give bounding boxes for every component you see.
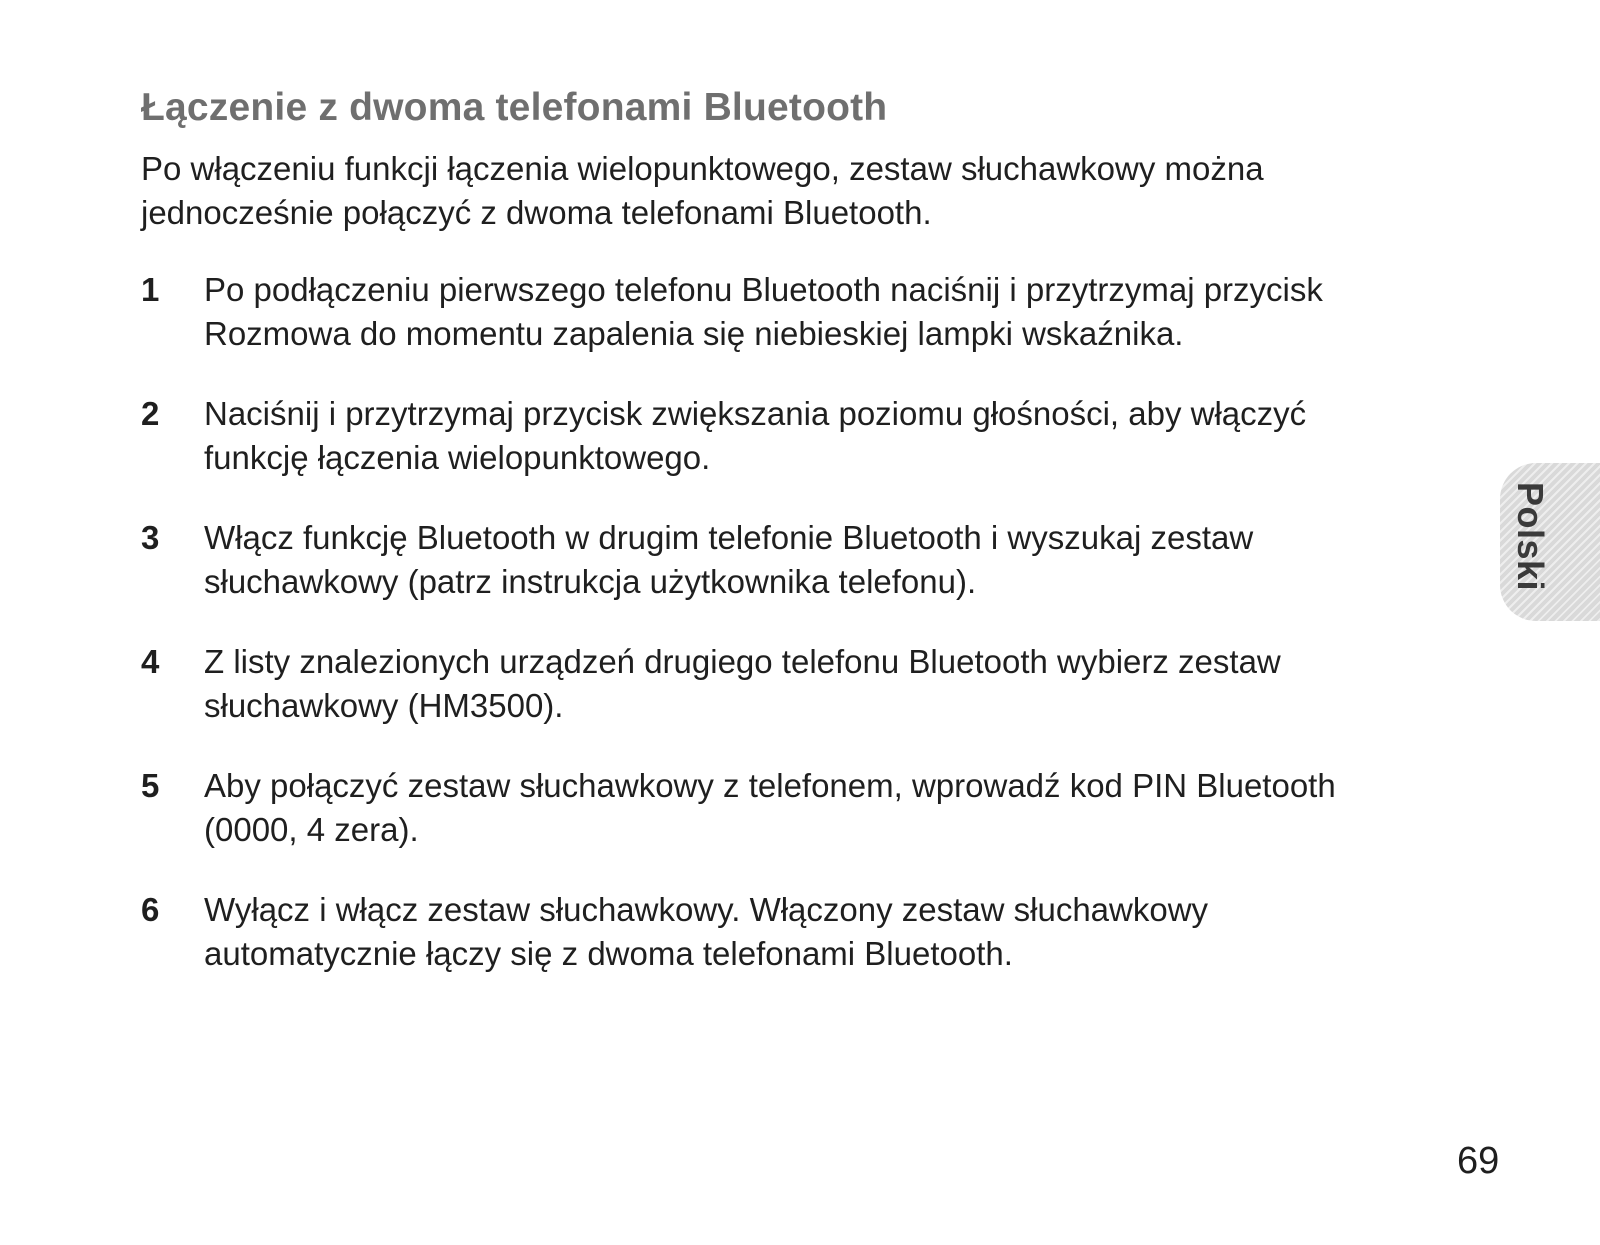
step-line-1: Wyłącz i włącz zestaw słuchawkowy. Włączony zestaw słuchawkowy [204,891,1209,928]
step-number: 6 [141,891,160,928]
step-number: 4 [141,643,160,680]
step-line-1: Naciśnij i przytrzymaj przycisk zwiększania poziomu głośności, aby włączyć [204,395,1307,432]
step-item-1 [141,268,1461,392]
intro-line-1: Po włączeniu funkcji łączenia wielopunktowego, zestaw słuchawkowy można [141,150,1264,187]
step-number: 2 [141,395,160,432]
section-title: Łączenie z dwoma telefonami Bluetooth [141,86,888,129]
step-text [204,392,1306,480]
step-item-5 [141,764,1461,888]
step-text [204,268,1323,356]
step-line-2: automatycznie łączy się z dwoma telefonami Bluetooth. [204,935,1013,972]
step-text [204,764,1336,852]
step-number: 5 [141,767,160,804]
step-text [204,516,1253,604]
step-item-3 [141,516,1461,640]
step-number: 1 [141,271,160,308]
intro-paragraph [141,147,1441,235]
step-item-6 [141,888,1461,1012]
step-text [204,640,1281,728]
step-line-1: Z listy znalezionych urządzeń drugiego telefonu Bluetooth wybierz zestaw [204,643,1281,680]
step-line-2: Rozmowa do momentu zapalenia się niebieskiej lampki wskaźnika. [204,315,1184,352]
step-item-2 [141,392,1461,516]
language-tab-label: Polski [1510,482,1551,592]
step-line-1: Włącz funkcję Bluetooth w drugim telefonie Bluetooth i wyszukaj zestaw [204,519,1254,556]
step-number: 3 [141,519,160,556]
intro-line-2: jednocześnie połączyć z dwoma telefonami Bluetooth. [141,194,932,231]
step-line-2: słuchawkowy (HM3500). [204,687,564,724]
page-number: 69 [1457,1140,1500,1182]
step-line-1: Po podłączeniu pierwszego telefonu Bluetooth naciśnij i przytrzymaj przycisk [204,271,1323,308]
step-item-4 [141,640,1461,764]
step-line-1: Aby połączyć zestaw słuchawkowy z telefonem, wprowadź kod PIN Bluetooth [204,767,1336,804]
step-line-2: funkcję łączenia wielopunktowego. [204,439,711,476]
step-text [204,888,1208,976]
step-line-2: słuchawkowy (patrz instrukcja użytkownika telefonu). [204,563,977,600]
step-line-2: (0000, 4 zera). [204,811,419,848]
steps-list [141,268,1461,1012]
